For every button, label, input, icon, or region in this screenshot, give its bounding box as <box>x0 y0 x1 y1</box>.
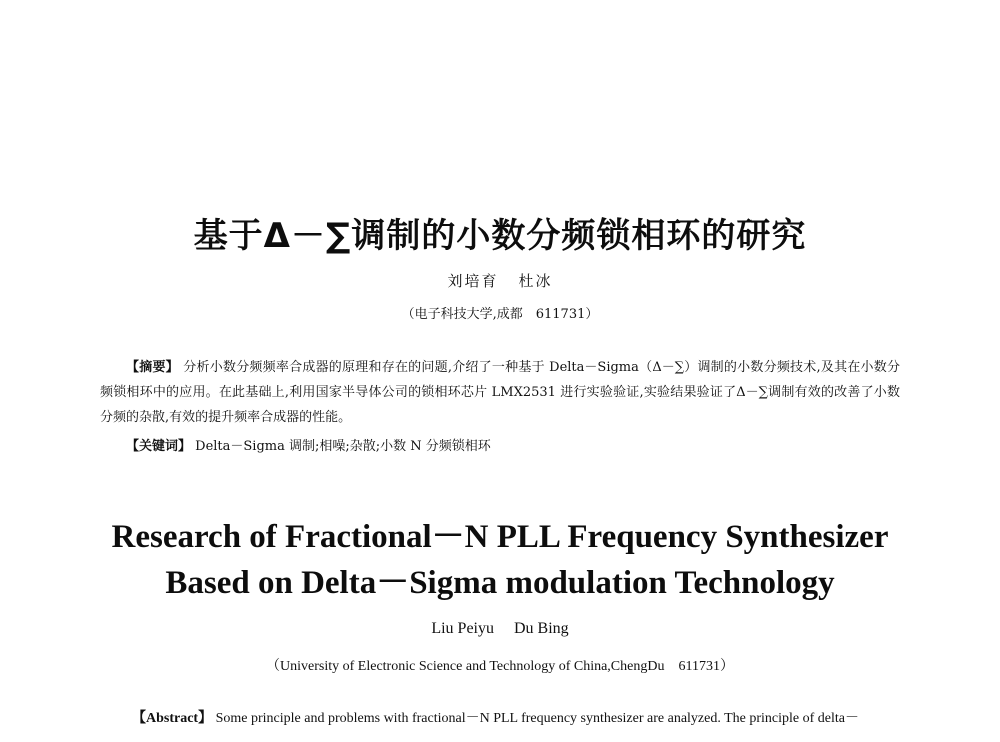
chinese-author-2: 杜冰 <box>518 272 553 290</box>
chinese-abstract <box>100 355 900 430</box>
chinese-title: 基于Δ－∑调制的小数分频锁相环的研究 <box>193 216 807 256</box>
chinese-abstract-label: 【摘要】 <box>126 360 179 375</box>
english-abstract-label: 【Abstract】 <box>132 711 213 726</box>
chinese-affiliation: （电子科技大学,成都 611731） <box>401 307 599 322</box>
english-authors <box>0 620 1000 638</box>
english-title <box>0 514 1000 606</box>
english-title-line-2: Based on Delta－Sigma modulation Technology <box>165 565 835 601</box>
chinese-author-1: 刘培育 <box>447 272 499 290</box>
chinese-keywords <box>100 434 900 459</box>
english-title-line-1: Research of Fractional－N PLL Frequency Synthesizer <box>111 519 889 555</box>
english-affiliation: （University of Electronic Science and Technology of China,ChengDu 611731） <box>266 659 734 674</box>
english-author-2: Du Bing <box>514 620 569 637</box>
chinese-keywords-text: Delta－Sigma 调制;相噪;杂散;小数 N 分频锁相环 <box>195 439 491 454</box>
english-abstract-text: Some principle and problems with fractional－N PLL frequency synthesizer are analyzed. The principle of delta－ <box>215 711 860 726</box>
english-author-1: Liu Peiyu <box>431 620 494 637</box>
chinese-abstract-text: 分析小数分频频率合成器的原理和存在的问题,介绍了一种基于 Delta－Sigma（Δ－∑）调制的小数分频技术,及其在小数分频锁相环中的应用。在此基础上,利用国家半导体公司的锁相环芯片 LMX2531 进行实验验证,实验结果验证了Δ－∑调制有效的改善了小数分频的杂散,有效的提升频率合成器的性能。 <box>100 360 900 425</box>
chinese-authors <box>0 270 1000 291</box>
english-abstract <box>100 706 900 732</box>
chinese-keywords-label: 【关键词】 <box>126 439 192 454</box>
